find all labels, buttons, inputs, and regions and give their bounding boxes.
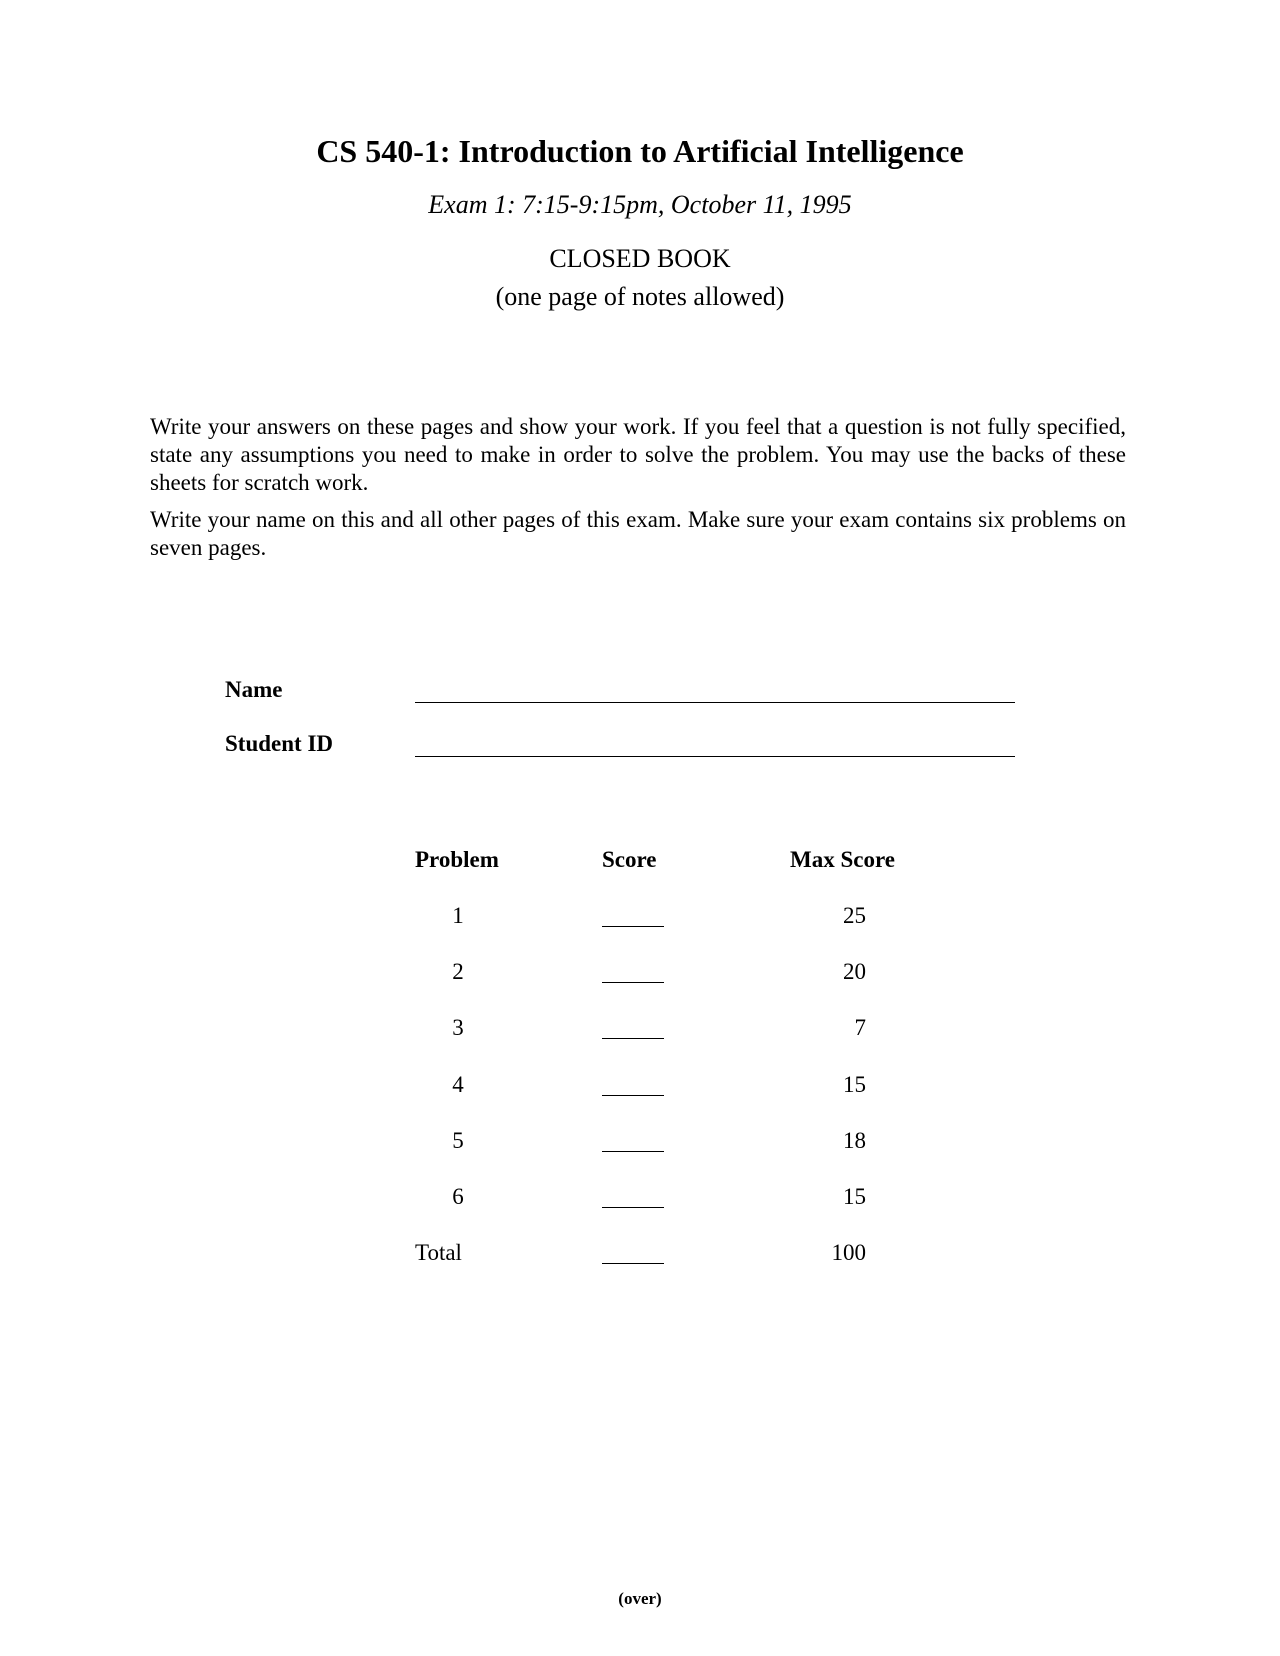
problem-number: 1 — [452, 903, 464, 928]
problem-number: 6 — [452, 1184, 464, 1209]
problem-number: 3 — [452, 1015, 464, 1040]
notes-allowed-notice: (one page of notes allowed) — [495, 282, 785, 311]
score-field[interactable] — [602, 1151, 664, 1152]
problem-number: 4 — [452, 1072, 464, 1097]
max-score: 15 — [843, 1072, 866, 1097]
score-field[interactable] — [602, 1095, 664, 1096]
score-field[interactable] — [602, 926, 664, 927]
instructions-paragraph-2: Write your name on this and all other pages of this exam. Make sure your exam contains six problems on seven pages. — [150, 507, 1126, 560]
total-max-score: 100 — [831, 1240, 866, 1265]
problem-number: 2 — [452, 959, 464, 984]
student-id-field[interactable] — [415, 756, 1015, 757]
header-score: Score — [602, 847, 657, 872]
student-id-label: Student ID — [225, 731, 334, 756]
name-label: Name — [225, 677, 283, 702]
max-score: 25 — [843, 903, 866, 928]
score-field[interactable] — [602, 1207, 664, 1208]
total-label: Total — [415, 1240, 462, 1265]
score-field[interactable] — [602, 982, 664, 983]
header-problem: Problem — [415, 847, 499, 872]
total-score-field[interactable] — [602, 1263, 664, 1264]
exam-title: CS 540-1: Introduction to Artificial Intelligence — [316, 133, 964, 169]
page-footer: (over) — [618, 1589, 662, 1608]
score-field[interactable] — [602, 1038, 664, 1039]
max-score: 20 — [843, 959, 866, 984]
max-score: 7 — [854, 1015, 866, 1040]
max-score: 15 — [843, 1184, 866, 1209]
max-score: 18 — [843, 1128, 866, 1153]
name-field[interactable] — [415, 702, 1015, 703]
problem-number: 5 — [452, 1128, 464, 1153]
instructions-paragraph-1: Write your answers on these pages and show your work. If you feel that a question is not fully specified, state any assumptions you need to make in order to solve the problem. You may use the backs of these sheets for scratch work. — [150, 414, 1126, 495]
closed-book-notice: CLOSED BOOK — [549, 244, 731, 273]
exam-subtitle: Exam 1: 7:15-9:15pm, October 11, 1995 — [428, 190, 852, 219]
header-max-score: Max Score — [790, 847, 895, 872]
